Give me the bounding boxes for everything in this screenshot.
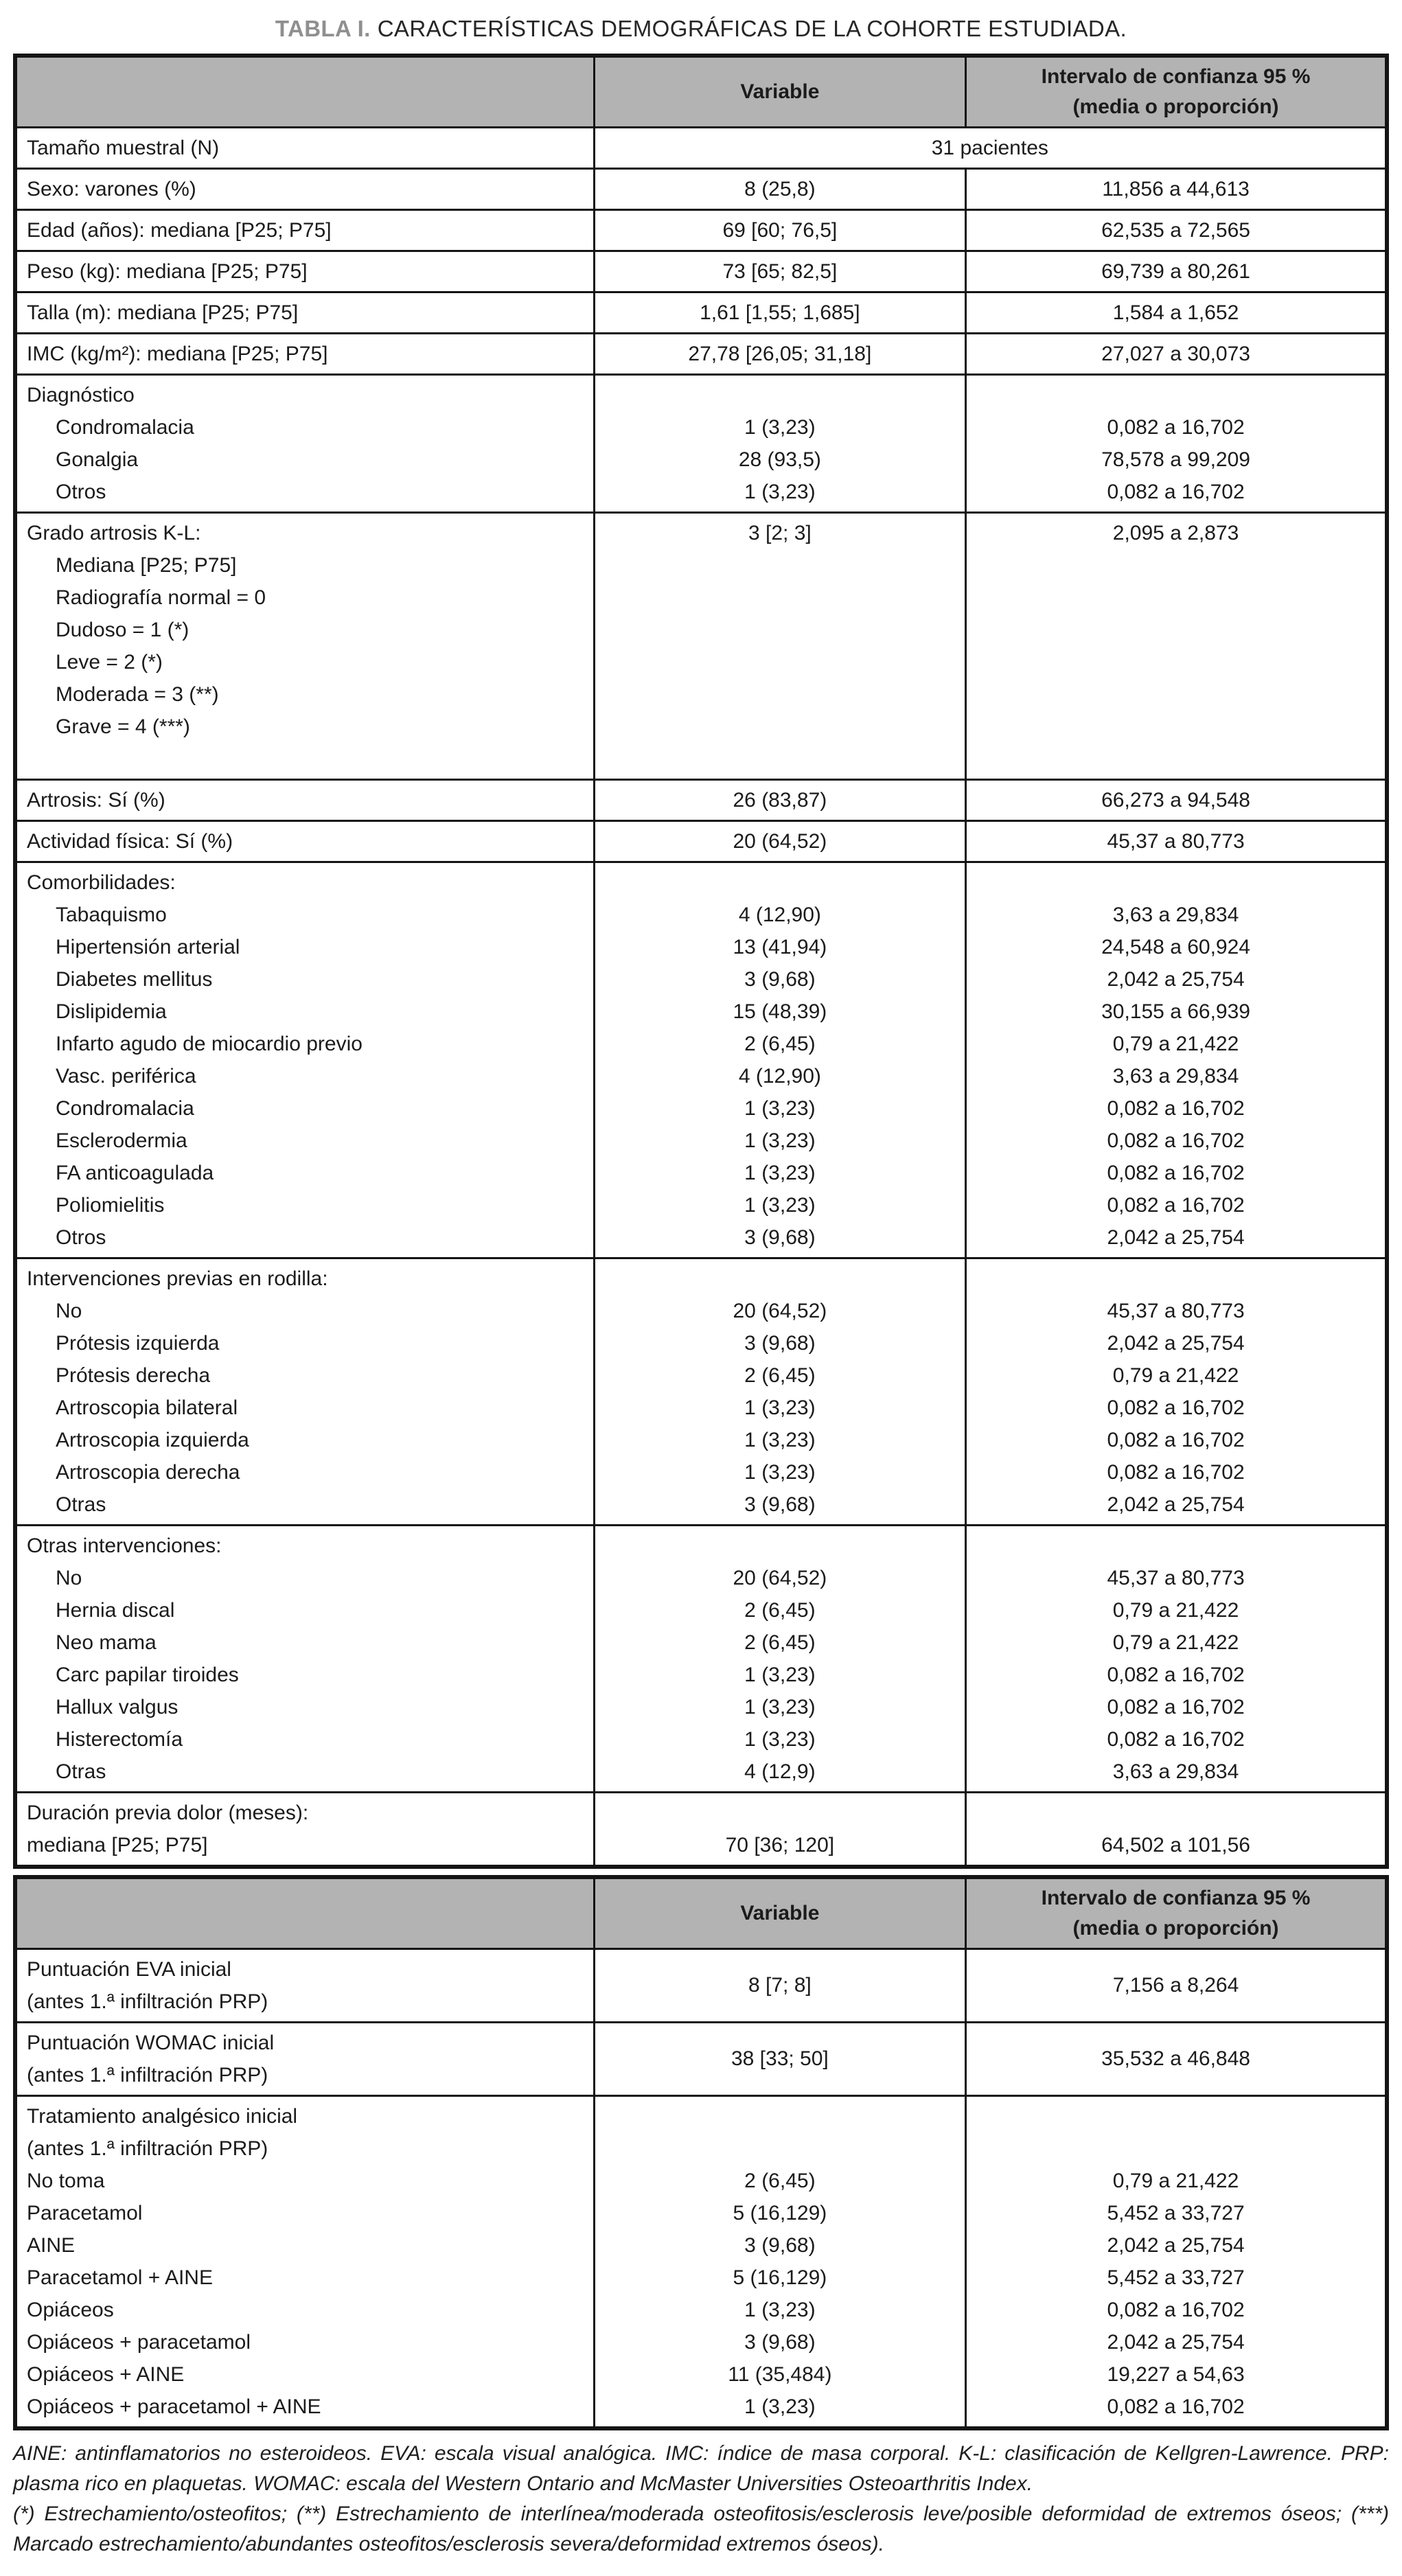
cell-line: Otras xyxy=(56,1493,106,1516)
cell-line: 20 (64,52) xyxy=(733,830,827,853)
row-value xyxy=(594,862,965,1258)
row-ci xyxy=(966,2096,1387,2429)
header-row xyxy=(15,1877,1387,1949)
cell-line: 4 (12,90) xyxy=(738,904,821,926)
cell-line: 3 (9,68) xyxy=(744,2331,816,2354)
row-ci xyxy=(966,1526,1387,1793)
cell-line: Condromalacia xyxy=(56,416,194,439)
cell-line: 0,082 a 16,702 xyxy=(1107,481,1245,503)
row-label xyxy=(15,821,594,862)
cell-line xyxy=(27,743,584,775)
cell-line: 15 (48,39) xyxy=(733,1000,827,1023)
table-row xyxy=(15,862,1387,1258)
cell-line: IMC (kg/m²): mediana [P25; P75] xyxy=(27,343,328,365)
cell-line: 0,082 a 16,702 xyxy=(1107,1162,1245,1184)
cell-line: 0,082 a 16,702 xyxy=(1107,1429,1245,1451)
row-label xyxy=(15,2023,594,2096)
cell-line xyxy=(976,866,1375,899)
cell-line: 20 (64,52) xyxy=(733,1567,827,1589)
cell-line: 1 (3,23) xyxy=(744,1461,816,1484)
cell-line: 1 (3,23) xyxy=(744,1664,816,1686)
table-row xyxy=(15,251,1387,292)
cell-line: Sexo: varones (%) xyxy=(27,178,196,200)
cell-line: 73 [65; 82,5] xyxy=(722,260,838,283)
cell-line: Paracetamol xyxy=(27,2202,143,2224)
cell-line: 26 (83,87) xyxy=(733,789,827,812)
cell-line: Otras xyxy=(56,1760,106,1783)
table-row xyxy=(15,2023,1387,2096)
table-row xyxy=(15,2096,1387,2429)
cell-line: Intervenciones previas en rodilla: xyxy=(27,1267,328,1290)
cell-line: Comorbilidades: xyxy=(27,871,176,894)
cell-line: 1 (3,23) xyxy=(744,1696,816,1718)
cell-line: 4 (12,90) xyxy=(738,1065,821,1088)
row-ci xyxy=(966,513,1387,780)
table-row xyxy=(15,1949,1387,2023)
cell-line: Dislipidemia xyxy=(56,1000,167,1023)
row-ci xyxy=(966,1258,1387,1526)
cell-line: (antes 1.ª infiltración PRP) xyxy=(27,1990,268,2013)
cell-line xyxy=(605,711,955,743)
cell-line: Talla (m): mediana [P25; P75] xyxy=(27,301,299,324)
cell-line: No toma xyxy=(27,2170,105,2192)
cell-line: 45,37 a 80,773 xyxy=(1107,830,1245,853)
cell-line: 2 (6,45) xyxy=(744,1599,816,1622)
row-label xyxy=(15,375,594,513)
row-span-value xyxy=(594,128,1387,169)
table-row xyxy=(15,1526,1387,1793)
cell-line: 2,042 a 25,754 xyxy=(1107,1493,1245,1516)
cell-line: 0,79 a 21,422 xyxy=(1112,1631,1239,1654)
cell-line: Esclerodermia xyxy=(56,1129,187,1152)
cell-line: 0,79 a 21,422 xyxy=(1112,1033,1239,1055)
cell-line: No xyxy=(56,1300,82,1322)
table-title-text: CARACTERÍSTICAS DEMOGRÁFICAS DE LA COHORTE ESTUDIADA. xyxy=(377,16,1127,41)
row-ci xyxy=(966,1793,1387,1867)
cell-line: Puntuación WOMAC inicial xyxy=(27,2032,275,2054)
cell-line: 45,37 a 80,773 xyxy=(1107,1300,1245,1322)
cell-line: 1,584 a 1,652 xyxy=(1112,301,1239,324)
row-label xyxy=(15,2096,594,2429)
cell-line: 3 (9,68) xyxy=(744,1493,816,1516)
cell-line: Artroscopia izquierda xyxy=(56,1429,249,1451)
cell-line: 5 (16,129) xyxy=(733,2202,827,2224)
table-title-label: TABLA I. xyxy=(275,16,371,41)
row-label xyxy=(15,780,594,821)
cell-line: 66,273 a 94,548 xyxy=(1101,789,1250,812)
cell-line: 11 (35,484) xyxy=(728,2363,832,2386)
cell-line: 1 (3,23) xyxy=(744,1194,816,1217)
cell-line: 5,452 a 33,727 xyxy=(1107,2202,1245,2224)
cell-line: Grave = 4 (***) xyxy=(56,715,190,738)
row-label xyxy=(15,210,594,251)
cell-line: Leve = 2 (*) xyxy=(56,651,163,674)
table-row xyxy=(15,375,1387,513)
cell-line: 2 (6,45) xyxy=(744,1631,816,1654)
table-row xyxy=(15,513,1387,780)
row-ci xyxy=(966,334,1387,375)
cell-line: AINE xyxy=(27,2234,76,2257)
row-label xyxy=(15,251,594,292)
cell-line: 20 (64,52) xyxy=(733,1300,827,1322)
cell-line xyxy=(605,1263,955,1295)
row-label xyxy=(15,334,594,375)
cell-line: Grado artrosis K-L: xyxy=(27,522,201,544)
cell-line: 78,578 a 99,209 xyxy=(1101,448,1250,471)
cell-line: 3,63 a 29,834 xyxy=(1112,1760,1239,1783)
cell-line: 2,042 a 25,754 xyxy=(1107,2234,1245,2257)
cell-line xyxy=(976,711,1375,743)
row-label xyxy=(15,128,594,169)
cell-line: Duración previa dolor (meses): xyxy=(27,1802,309,1824)
cell-line: Hipertensión arterial xyxy=(56,936,240,958)
row-label xyxy=(15,1949,594,2023)
row-label xyxy=(15,1258,594,1526)
row-value: 38 [33; 50] xyxy=(594,2023,965,2096)
cell-line: 2 (6,45) xyxy=(744,1033,816,1055)
row-ci xyxy=(966,292,1387,334)
cell-line: 1 (3,23) xyxy=(744,481,816,503)
table-section-1 xyxy=(13,54,1389,1869)
cell-line: 0,082 a 16,702 xyxy=(1107,1696,1245,1718)
cell-line: Otras intervenciones: xyxy=(27,1534,222,1557)
row-value xyxy=(594,334,965,375)
row-label xyxy=(15,169,594,210)
cell-line: Infarto agudo de miocardio previo xyxy=(56,1033,363,1055)
cell-line: Vasc. periférica xyxy=(56,1065,196,1088)
row-ci xyxy=(966,780,1387,821)
cell-line: Artroscopia derecha xyxy=(56,1461,240,1484)
cell-line: Diagnóstico xyxy=(27,384,135,406)
cell-line: Condromalacia xyxy=(56,1097,194,1120)
cell-line: Artrosis: Sí (%) xyxy=(27,789,165,812)
row-ci xyxy=(966,251,1387,292)
cell-line: 3,63 a 29,834 xyxy=(1112,1065,1239,1088)
header-ci-line1: Intervalo de confianza 95 % xyxy=(1041,1887,1311,1909)
cell-line xyxy=(605,379,955,411)
cell-line: Puntuación EVA inicial xyxy=(27,1958,231,1981)
table-row xyxy=(15,1793,1387,1867)
cell-line: Prótesis izquierda xyxy=(56,1332,220,1355)
cell-line: Tabaquismo xyxy=(56,904,167,926)
cell-line xyxy=(605,614,955,646)
cell-line: 1 (3,23) xyxy=(744,1162,816,1184)
cell-line xyxy=(605,2100,955,2132)
cell-line: 2,095 a 2,873 xyxy=(1112,522,1239,544)
cell-line: 3,63 a 29,834 xyxy=(1112,904,1239,926)
cell-line: Gonalgia xyxy=(56,448,139,471)
table-row xyxy=(15,210,1387,251)
header-empty-cell xyxy=(15,56,594,128)
header-variable: Variable xyxy=(594,1877,965,1949)
table-row xyxy=(15,292,1387,334)
cell-line: 3 (9,68) xyxy=(744,968,816,991)
table-row xyxy=(15,334,1387,375)
cell-line: Otros xyxy=(56,481,106,503)
cell-line: 3 (9,68) xyxy=(744,2234,816,2257)
cell-line: 5 (16,129) xyxy=(733,2266,827,2289)
cell-line xyxy=(976,1263,1375,1295)
cell-line: 11,856 a 44,613 xyxy=(1102,178,1250,200)
cell-line xyxy=(605,582,955,614)
cell-line: Hernia discal xyxy=(56,1599,175,1622)
row-value xyxy=(594,780,965,821)
footnote-asterisks: (*) Estrechamiento/osteofitos; (**) Estrechamiento de interlínea/moderada osteofitosis/esclerosis leve/posible deformidad de extremos óseos; (***) Marcado estrechamiento/abundantes osteofitos/esclerosis severa/deformidad extremos óseos). xyxy=(13,2503,1389,2555)
cell-line: 4 (12,9) xyxy=(744,1760,816,1783)
cell-line xyxy=(605,549,955,582)
cell-line: 69,739 a 80,261 xyxy=(1101,260,1250,283)
cell-line: 2 (6,45) xyxy=(744,1364,816,1387)
cell-line xyxy=(976,582,1375,614)
row-ci: 35,532 a 46,848 xyxy=(966,2023,1387,2096)
cell-line: 1 (3,23) xyxy=(744,2299,816,2321)
cell-line: 62,535 a 72,565 xyxy=(1101,219,1250,242)
row-value xyxy=(594,169,965,210)
header-row xyxy=(15,56,1387,128)
cell-line: 0,082 a 16,702 xyxy=(1107,1461,1245,1484)
row-ci xyxy=(966,821,1387,862)
cell-line: (antes 1.ª infiltración PRP) xyxy=(27,2064,268,2086)
cell-line xyxy=(976,646,1375,678)
cell-line: Opiáceos + paracetamol + AINE xyxy=(27,2395,321,2418)
cell-line xyxy=(976,614,1375,646)
tables-host xyxy=(13,54,1389,2430)
cell-line: 0,082 a 16,702 xyxy=(1107,1664,1245,1686)
cell-line: 13 (41,94) xyxy=(733,936,827,958)
cell-line: 27,027 a 30,073 xyxy=(1101,343,1250,365)
cell-line xyxy=(976,1530,1375,1562)
row-value: 8 [7; 8] xyxy=(594,1949,965,2023)
cell-line: mediana [P25; P75] xyxy=(27,1834,208,1856)
cell-line xyxy=(976,379,1375,411)
cell-line: 1 (3,23) xyxy=(744,416,816,439)
cell-line: 3 (9,68) xyxy=(744,1226,816,1249)
row-label xyxy=(15,1793,594,1867)
row-ci xyxy=(966,375,1387,513)
cell-line: Poliomielitis xyxy=(56,1194,165,1217)
cell-line: Radiografía normal = 0 xyxy=(56,586,266,609)
row-value xyxy=(594,821,965,862)
cell-line: 1 (3,23) xyxy=(744,1129,816,1152)
cell-line: 69 [60; 76,5] xyxy=(722,219,838,242)
cell-line: 1 (3,23) xyxy=(744,1396,816,1419)
cell-line: 0,082 a 16,702 xyxy=(1107,1396,1245,1419)
cell-line: Diabetes mellitus xyxy=(56,968,213,991)
table-row xyxy=(15,780,1387,821)
cell-line: 28 (93,5) xyxy=(738,448,821,471)
cell-line: Paracetamol + AINE xyxy=(27,2266,213,2289)
cell-line: (antes 1.ª infiltración PRP) xyxy=(27,2137,268,2160)
cell-line: Peso (kg): mediana [P25; P75] xyxy=(27,260,308,283)
cell-line: 3 (9,68) xyxy=(744,1332,816,1355)
cell-line: 1 (3,23) xyxy=(744,2395,816,2418)
cell-line: 1 (3,23) xyxy=(744,1429,816,1451)
table-row xyxy=(15,821,1387,862)
cell-line: Tamaño muestral (N) xyxy=(27,137,220,159)
table-row xyxy=(15,1258,1387,1526)
cell-line xyxy=(605,678,955,711)
cell-line xyxy=(605,646,955,678)
cell-line xyxy=(605,866,955,899)
cell-line: 1 (3,23) xyxy=(744,1097,816,1120)
table-row xyxy=(15,169,1387,210)
cell-line: Neo mama xyxy=(56,1631,157,1654)
cell-line: Artroscopia bilateral xyxy=(56,1396,238,1419)
cell-line xyxy=(976,678,1375,711)
cell-line: 3 [2; 3] xyxy=(748,522,812,544)
cell-line xyxy=(605,1530,955,1562)
header-empty-cell xyxy=(15,1877,594,1949)
cell-line: 0,082 a 16,702 xyxy=(1107,2299,1245,2321)
cell-line: 0,082 a 16,702 xyxy=(1107,2395,1245,2418)
cell-line xyxy=(976,1797,1375,1829)
cell-line: 64,502 a 101,56 xyxy=(1101,1834,1250,1856)
cell-line xyxy=(605,1797,955,1829)
header-ci-line2: (media o proporción) xyxy=(1072,1917,1279,1940)
cell-line: 0,79 a 21,422 xyxy=(1112,2170,1239,2192)
header-ci-line1: Intervalo de confianza 95 % xyxy=(1041,65,1311,88)
cell-line: 31 pacientes xyxy=(931,137,1048,159)
cell-line: 45,37 a 80,773 xyxy=(1107,1567,1245,1589)
cell-line: 30,155 a 66,939 xyxy=(1101,1000,1250,1023)
cell-line: 0,082 a 16,702 xyxy=(1107,416,1245,439)
row-value xyxy=(594,251,965,292)
row-value xyxy=(594,1526,965,1793)
row-ci xyxy=(966,169,1387,210)
cell-line: 2,042 a 25,754 xyxy=(1107,1332,1245,1355)
cell-line: 0,082 a 16,702 xyxy=(1107,1194,1245,1217)
row-value xyxy=(594,375,965,513)
cell-line: Prótesis derecha xyxy=(56,1364,211,1387)
cell-line: Actividad física: Sí (%) xyxy=(27,830,233,853)
cell-line: 1 (3,23) xyxy=(744,1728,816,1751)
cell-line: 0,082 a 16,702 xyxy=(1107,1097,1245,1120)
cell-line: 0,79 a 21,422 xyxy=(1112,1599,1239,1622)
cell-line: FA anticoagulada xyxy=(56,1162,214,1184)
row-label xyxy=(15,862,594,1258)
cell-line: Tratamiento analgésico inicial xyxy=(27,2105,298,2128)
cell-line: 0,082 a 16,702 xyxy=(1107,1728,1245,1751)
cell-line: Hallux valgus xyxy=(56,1696,179,1718)
table-row xyxy=(15,128,1387,169)
table-section-2 xyxy=(13,1875,1389,2430)
cell-line: 2,042 a 25,754 xyxy=(1107,2331,1245,2354)
row-value xyxy=(594,210,965,251)
cell-line: 70 [36; 120] xyxy=(725,1834,835,1856)
cell-line: Mediana [P25; P75] xyxy=(56,554,237,577)
cell-line: Opiáceos + paracetamol xyxy=(27,2331,251,2354)
cell-line: 19,227 a 54,63 xyxy=(1107,2363,1245,2386)
footnotes xyxy=(13,2439,1389,2560)
row-label xyxy=(15,513,594,780)
cell-line xyxy=(976,2132,1375,2165)
cell-line xyxy=(976,743,1375,775)
cell-line: Histerectomía xyxy=(56,1728,183,1751)
header-variable: Variable xyxy=(594,56,965,128)
cell-line: Moderada = 3 (**) xyxy=(56,683,219,706)
row-value xyxy=(594,292,965,334)
header-ci-line2: (media o proporción) xyxy=(1072,95,1279,118)
cell-line: Carc papilar tiroides xyxy=(56,1664,239,1686)
table-title xyxy=(13,14,1389,44)
cell-line xyxy=(976,549,1375,582)
footnote-abbreviations: AINE: antinflamatorios no esteroideos. EVA: escala visual analógica. IMC: índice de masa corporal. K-L: clasificación de Kellgren-Lawrence. PRP: plasma rico en plaquetas. WOMAC: escala del Western Ontario and McMaster Universities Osteoarthritis Index. xyxy=(13,2442,1389,2495)
cell-line: 2,042 a 25,754 xyxy=(1107,968,1245,991)
cell-line: 5,452 a 33,727 xyxy=(1107,2266,1245,2289)
row-value xyxy=(594,2096,965,2429)
cell-line: 27,78 [26,05; 31,18] xyxy=(688,343,872,365)
cell-line: Opiáceos + AINE xyxy=(27,2363,185,2386)
cell-line: 24,548 a 60,924 xyxy=(1101,936,1250,958)
cell-line: 0,082 a 16,702 xyxy=(1107,1129,1245,1152)
row-value xyxy=(594,1258,965,1526)
cell-line: 1,61 [1,55; 1,685] xyxy=(700,301,860,324)
cell-line: Edad (años): mediana [P25; P75] xyxy=(27,219,332,242)
cell-line: Otros xyxy=(56,1226,106,1249)
cell-line xyxy=(976,2100,1375,2132)
cell-line: No xyxy=(56,1567,82,1589)
row-label xyxy=(15,1526,594,1793)
row-value xyxy=(594,513,965,780)
header-ci xyxy=(966,1877,1387,1949)
cell-line: 2,042 a 25,754 xyxy=(1107,1226,1245,1249)
header-ci xyxy=(966,56,1387,128)
row-label xyxy=(15,292,594,334)
row-ci xyxy=(966,862,1387,1258)
cell-line: 2 (6,45) xyxy=(744,2170,816,2192)
row-value xyxy=(594,1793,965,1867)
cell-line: 0,79 a 21,422 xyxy=(1112,1364,1239,1387)
row-ci: 7,156 a 8,264 xyxy=(966,1949,1387,2023)
row-ci xyxy=(966,210,1387,251)
cell-line xyxy=(605,2132,955,2165)
cell-line xyxy=(605,743,955,775)
cell-line: Dudoso = 1 (*) xyxy=(56,619,189,641)
cell-line: Opiáceos xyxy=(27,2299,114,2321)
cell-line: 8 (25,8) xyxy=(744,178,816,200)
